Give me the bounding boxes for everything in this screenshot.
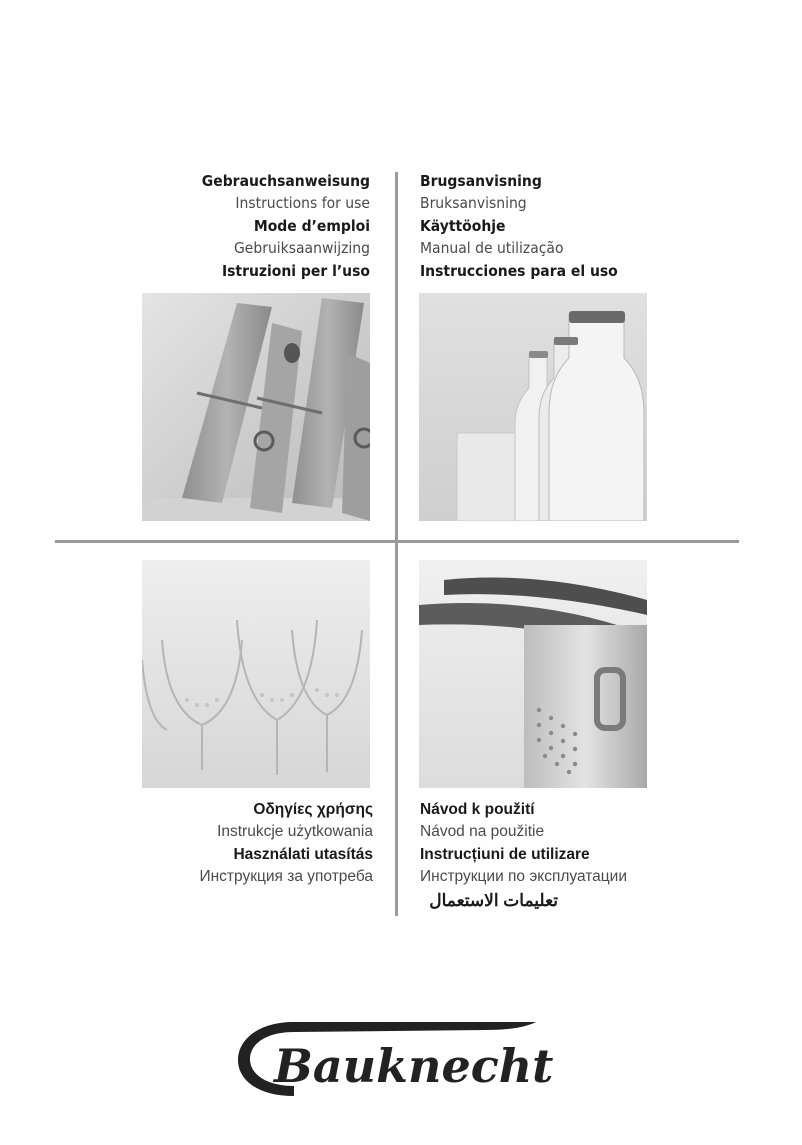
title-bg: Инструкция за употреба: [199, 867, 373, 885]
title-da: Brugsanvisning: [420, 172, 542, 190]
title-en: Instructions for use: [235, 194, 370, 213]
milk-bottles-illustration: [419, 293, 647, 521]
wine-glasses-illustration: [142, 560, 370, 788]
bauknecht-logo: [236, 1018, 554, 1098]
title-nl: Gebruiksaanwijzing: [233, 239, 370, 258]
title-sk: Návod na použitie: [420, 823, 545, 841]
colander-pot-illustration: [419, 560, 647, 788]
title-ro: Instrucțiuni de utilizare: [420, 845, 590, 863]
vertical-divider: [395, 172, 398, 916]
title-fr: Mode d’emploi: [253, 216, 370, 235]
title-ru: Инструкции по эксплуатации: [420, 867, 627, 885]
title-it: Istruzioni per l’uso: [221, 261, 370, 280]
title-pl: Instrukcje użytkowania: [217, 823, 373, 841]
clothespins-photo: [142, 293, 370, 521]
title-cs: Návod k použití: [420, 801, 535, 818]
top-right-titles: [420, 170, 680, 282]
title-de: Gebrauchsanweisung: [201, 172, 370, 190]
title-ar: تعليمات الاستعمال: [429, 891, 558, 911]
title-fi: Käyttöohje: [420, 216, 506, 235]
colander-pot-photo: [419, 560, 647, 788]
title-pt: Manual de utilização: [420, 239, 564, 258]
clothespins-illustration: [142, 293, 370, 521]
bottom-right-titles: [420, 799, 690, 912]
horizontal-divider: [55, 540, 739, 543]
title-hu: Használati utasítás: [233, 845, 373, 863]
milk-bottles-photo: [419, 293, 647, 521]
title-el: Οδηγίες χρήσης: [253, 801, 373, 818]
top-left-titles: [150, 170, 370, 282]
title-no-sv: Bruksanvisning: [420, 194, 527, 213]
wine-glasses-photo: [142, 560, 370, 788]
bottom-left-titles: [140, 799, 373, 888]
brand-name: Bauknecht: [274, 1039, 554, 1093]
title-es: Instrucciones para el uso: [420, 261, 618, 280]
logo-mark: [236, 1018, 554, 1098]
